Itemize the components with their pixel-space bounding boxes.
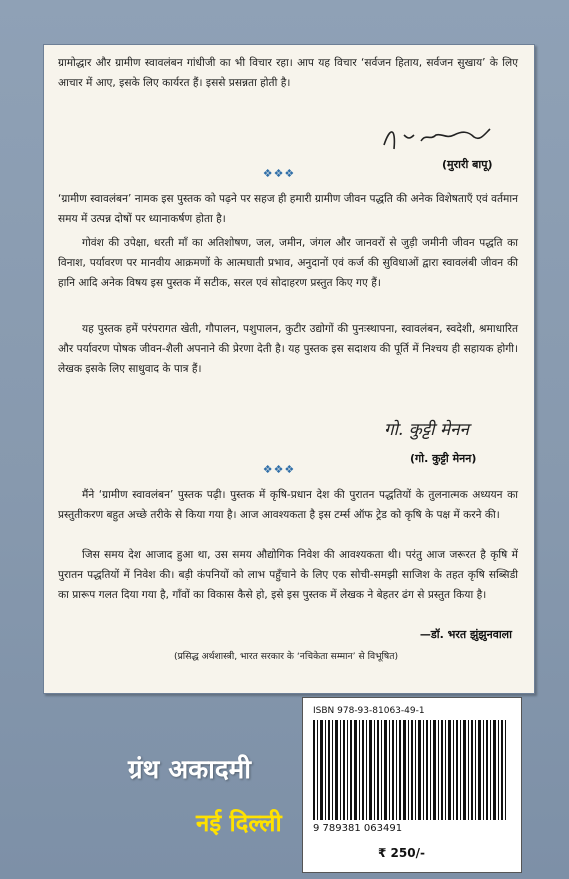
separator-ornament: ❖❖❖ xyxy=(262,167,296,180)
endorsement-2-body: गोवंश की उपेक्षा, धरती माँ का अतिशोषण, जल, जमीन, जंगल और जानवरों से जुड़ी जमीनी जीवन पद्धति का विनाश, पर्यावरण पर मानवीय आक्रमणों के आत्मघाती प्रभाव, अनुदानों एवं कर्ज की सुविधाओं द्वारा स्वावलंबी जीवन की हानि आदि अनेक विषय इस पुस्तक में सटीक, सरल एवं सोदाहरण प्रस्तुत किए गए हैं। xyxy=(58,237,518,290)
endorsement-3-body: जिस समय देश आजाद हुआ था, उस समय औद्योगिक निवेश की आवश्यकता थी। परंतु आज जरूरत है कृषि में पुरातन पद्धतियों में निवेश की। बड़ी कंपनियों को लाभ पहुँचाने के लिए एक सोची-समझी साजिश के तहत कृषि सब्सिडी का प्रारूप गलत दिया गया है, गाँवों का विकास कैसे हो, इसे इस पुस्तक में लेखक ने बेहतर ढंग से प्रस्तुत किया है। xyxy=(58,549,518,602)
endorsement-2-intro: ‘ग्रामीण स्वावलंबन’ नामक इस पुस्तक को पढ़ने पर सहज ही हमारी ग्रामीण जीवन पद्धति की अनेक विशेषताएँ एवं वर्तमान समय में उत्पन्न दोषों पर ध्यानाकर्षण होता है। xyxy=(58,193,518,226)
endorsement-3-intro: मैंने ‘ग्रामीण स्वावलंबन’ पुस्तक पढ़ी। पुस्तक में कृषि-प्रधान देश की पुरातन पद्धतियों के तुलनात्मक अध्ययन का प्रस्तुतीकरण बहुत अच्छे तरीके से किया गया है। आज आवश्यकता है इस टर्म्स ऑफ ट्रेड को कृषि के पक्ष में करने की। xyxy=(58,489,518,522)
publisher-name: ग्रंथ अकादमी xyxy=(128,755,251,785)
publisher-city: नई दिल्ली xyxy=(196,809,282,837)
endorsement-2-closing: यह पुस्तक हमें परंपरागत खेती, गौपालन, पशुपालन, कुटीर उद्योगों की पुनःस्थापना, स्वावलंबन, स्वदेशी, श्रमाधारित और पर्यावरण पोषक जीवन-शैली अपनाने की प्रेरणा देती है। यह पुस्तक इस सदाशय की पूर्ति में निश्चय ही सहायक होगी। लेखक इसके लिए साधुवाद के पात्र हैं। xyxy=(58,323,518,376)
book-price: ₹ 250/- xyxy=(378,846,425,860)
author-3-note: (प्रसिद्ध अर्थशास्त्री, भारत सरकार के ‘नचिकेता सम्मान’ से विभूषित) xyxy=(174,651,399,662)
author-3-name: —डॉ. भरत झुंझुनवाला xyxy=(419,628,512,641)
isbn-label: ISBN 978-93-81063-49-1 xyxy=(313,706,425,716)
signature-name-2: (गो. कुट्टी मेनन) xyxy=(410,452,477,465)
signature-murari-bapu xyxy=(376,123,496,161)
barcode-icon xyxy=(313,720,509,820)
endorsement-1-text: ग्रामोद्धार और ग्रामीण स्वावलंबन गांधीजी का भी विचार रहा। आप यह विचार ‘सर्वजन हिताय, सर्वजन सुखाय’ के लिए आचार में आए, इसके लिए कार्यरत हैं। इससे प्रसन्नता होती है। xyxy=(58,57,518,90)
endorsement-panel xyxy=(43,44,535,694)
signature-kutty-menon: गो. कुट्टी मेनन xyxy=(384,420,469,440)
signature-name-1: (मुरारी बापू) xyxy=(442,158,493,171)
barcode-number: 9 789381 063491 xyxy=(313,823,403,834)
separator-ornament-2: ❖❖❖ xyxy=(262,463,296,476)
barcode-block xyxy=(302,697,522,873)
